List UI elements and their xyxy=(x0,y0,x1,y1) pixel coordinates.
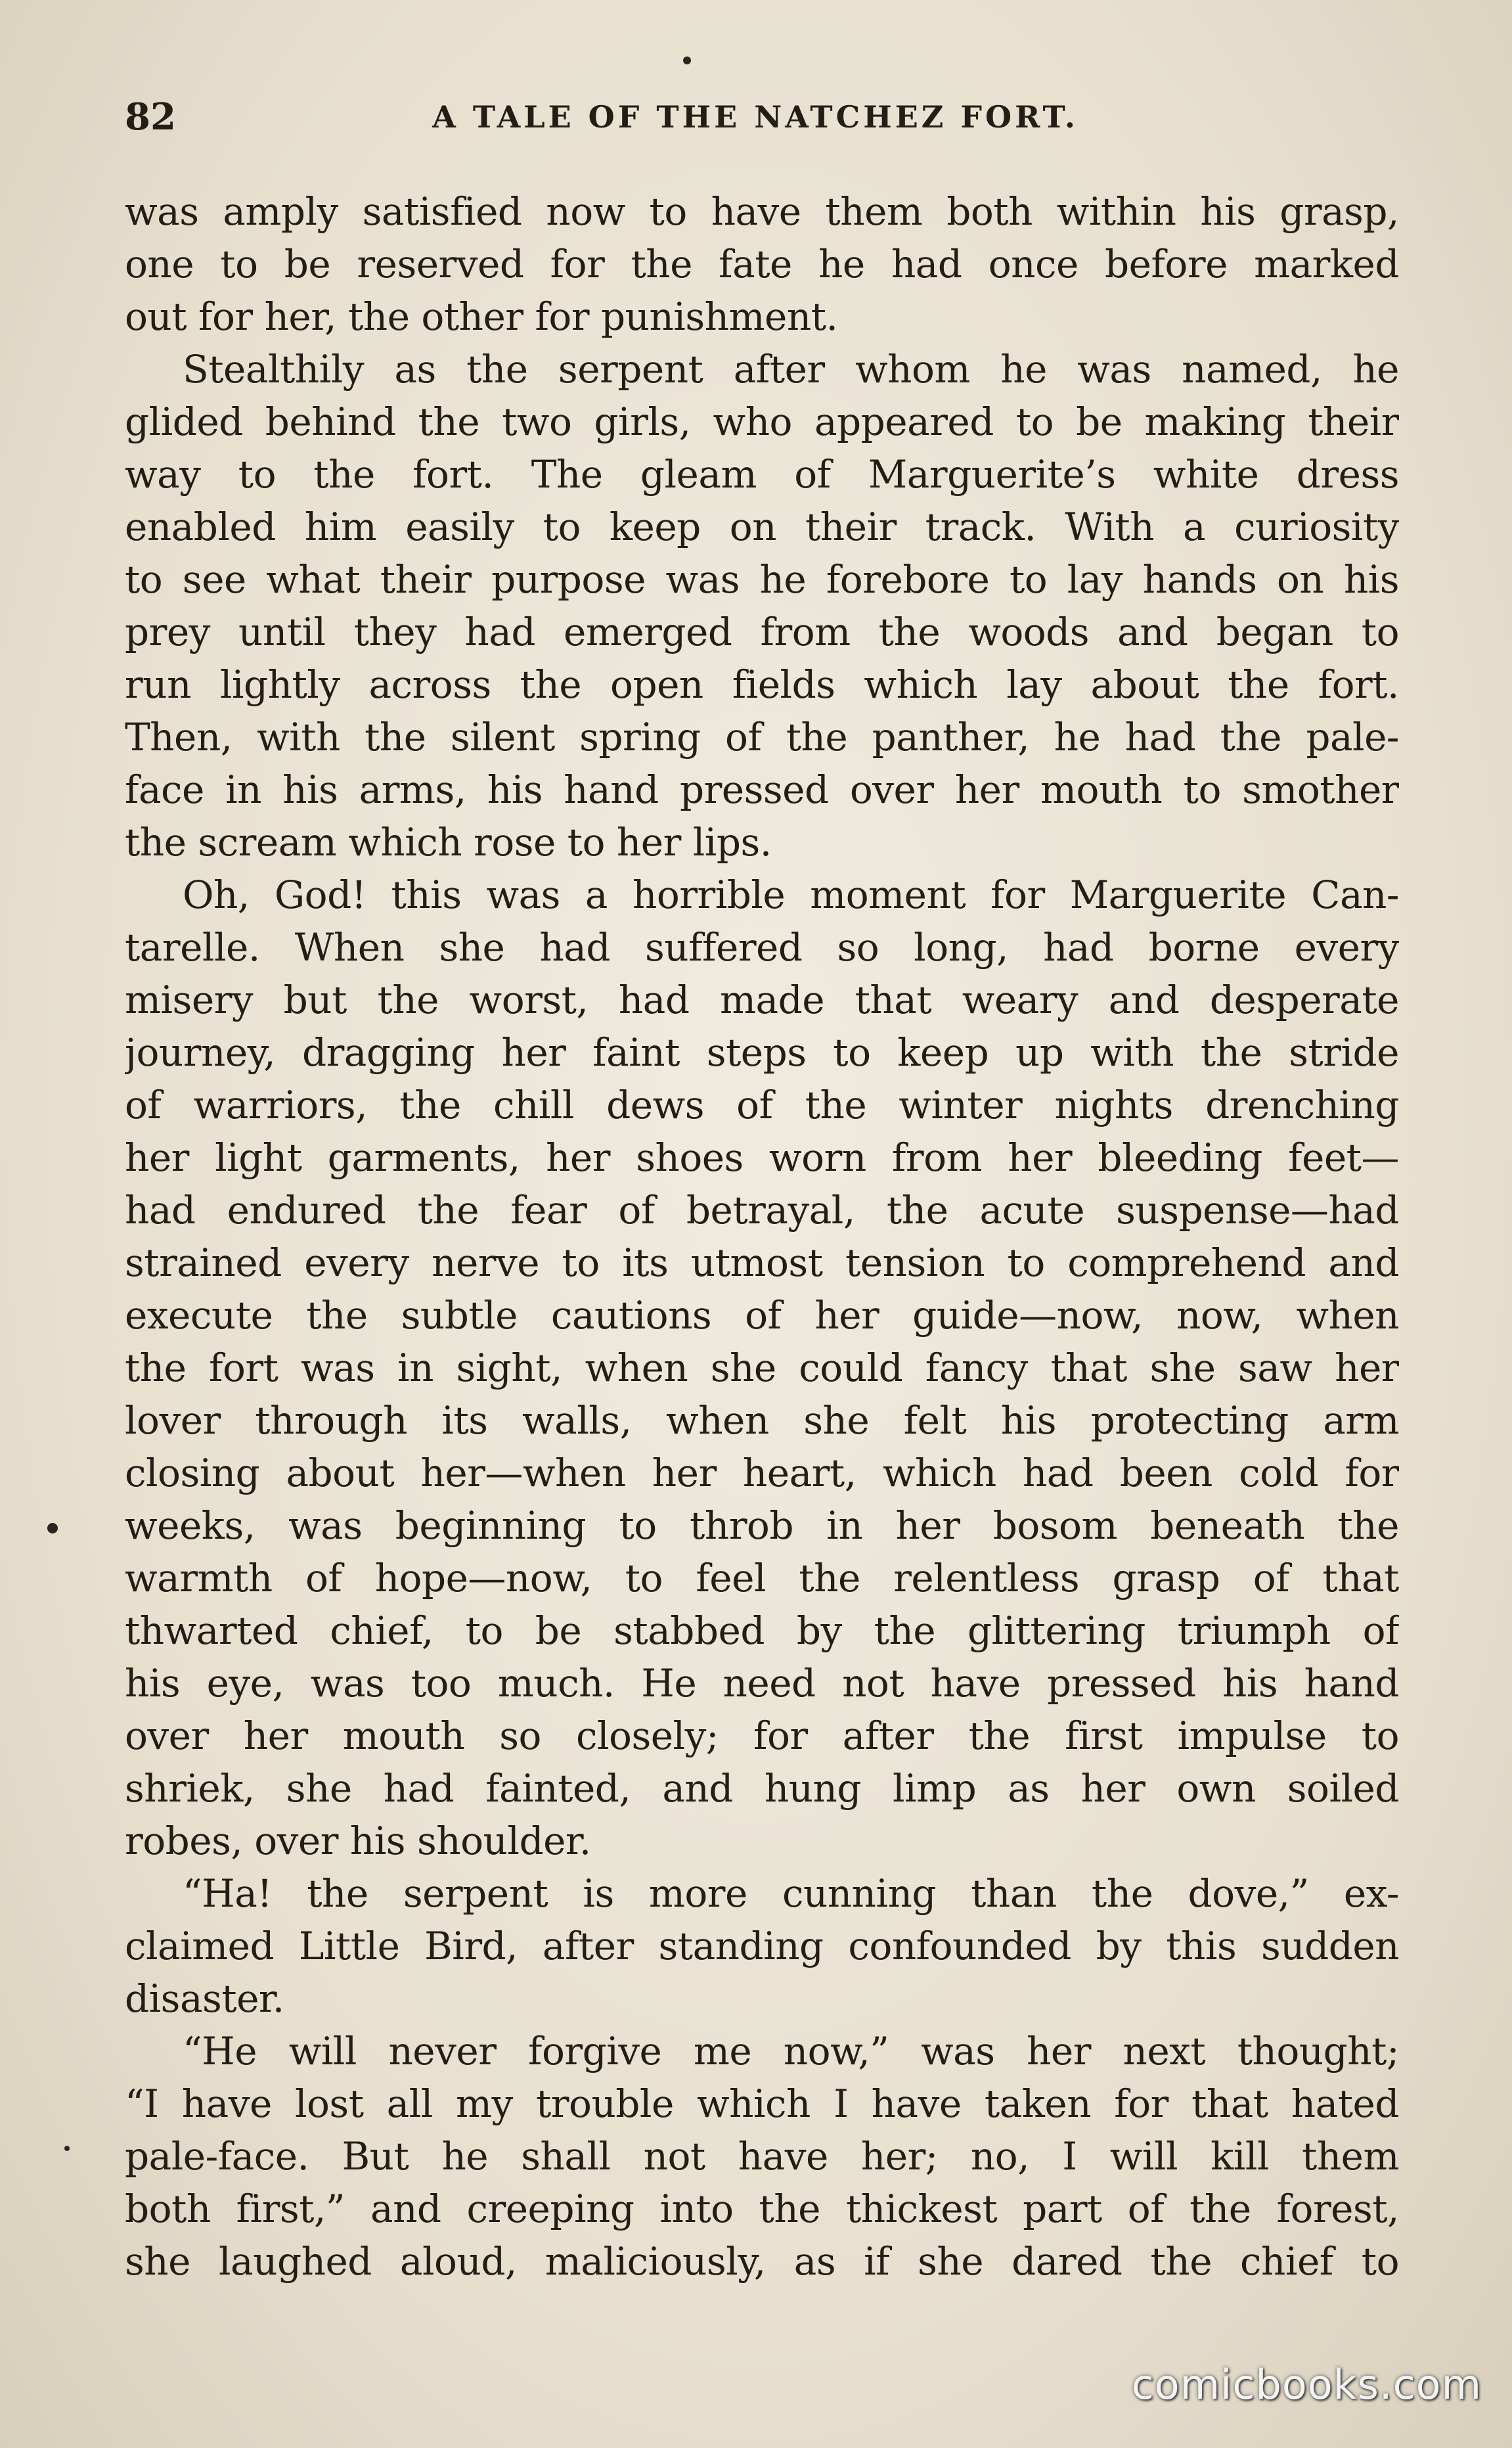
text-line: warmth of hope—now, to feel the relentless grasp of that xyxy=(125,1556,1399,1600)
ink-speck xyxy=(683,57,691,64)
text-line: was amply satisfied now to have them both within his grasp, xyxy=(125,189,1399,234)
text-line: execute the subtle cautions of her guide—now, now, when xyxy=(125,1293,1399,1338)
text-line: to see what their purpose was he forebore to lay hands on his xyxy=(125,557,1399,602)
text-line: “Ha! the serpent is more cunning than the dove,” ex- xyxy=(183,1871,1399,1916)
text-line: robes, over his shoulder. xyxy=(125,1819,591,1863)
page-number: 82 xyxy=(125,95,176,139)
text-line: glided behind the two girls, who appeared to be making their xyxy=(125,399,1399,444)
text-line: thwarted chief, to be stabbed by the glittering triumph of xyxy=(125,1608,1399,1653)
text-line: out for her, the other for punishment. xyxy=(125,294,838,339)
text-line: disaster. xyxy=(125,1976,284,2021)
text-line: claimed Little Bird, after standing confounded by this sudden xyxy=(125,1924,1399,1968)
text-line: of warriors, the chill dews of the winter nights drenching xyxy=(125,1083,1399,1127)
text-line: pale-face. But he shall not have her; no, I will kill them xyxy=(125,2134,1399,2179)
text-line: shriek, she had fainted, and hung limp as her own soiled xyxy=(125,1766,1399,1811)
text-line: closing about her—when her heart, which had been cold for xyxy=(125,1451,1399,1495)
text-line: one to be reserved for the fate he had once before marked xyxy=(125,242,1399,286)
text-line: enabled him easily to keep on their track. With a curiosity xyxy=(125,505,1399,549)
text-line: Stealthily as the serpent after whom he was named, he xyxy=(183,347,1399,392)
ink-speck xyxy=(64,2146,70,2151)
text-line: her light garments, her shoes worn from her bleeding feet— xyxy=(125,1135,1399,1180)
text-line: misery but the worst, had made that weary and desperate xyxy=(125,978,1399,1022)
paragraph-2 xyxy=(125,343,1399,869)
text-line: she laughed aloud, maliciously, as if she dared the chief to xyxy=(125,2239,1399,2284)
text-line: journey, dragging her faint steps to keep up with the stride xyxy=(125,1030,1399,1075)
text-line: prey until they had emerged from the woods and began to xyxy=(125,610,1399,654)
text-line: over her mouth so closely; for after the first impulse to xyxy=(125,1713,1399,1758)
running-head xyxy=(125,91,1399,143)
text-line: “I have lost all my trouble which I have taken for that hated xyxy=(125,2081,1399,2126)
text-line: his eye, was too much. He need not have pressed his hand xyxy=(125,1661,1399,1706)
text-line: the scream which rose to her lips. xyxy=(125,820,772,865)
paragraph-3 xyxy=(125,869,1399,1867)
text-line: Oh, God! this was a horrible moment for Marguerite Can- xyxy=(183,873,1399,917)
text-line: face in his arms, his hand pressed over her mouth to smother xyxy=(125,767,1399,812)
ink-speck xyxy=(47,1523,58,1533)
body-text xyxy=(125,185,1399,2288)
text-line: strained every nerve to its utmost tension to comprehend and xyxy=(125,1240,1399,1285)
text-line: weeks, was beginning to throb in her bosom beneath the xyxy=(125,1503,1399,1548)
text-line: way to the fort. The gleam of Marguerite’s white dress xyxy=(125,452,1399,497)
watermark: comicbooks.com xyxy=(1131,2361,1482,2409)
running-title: A TALE OF THE NATCHEZ FORT. xyxy=(432,99,1078,135)
text-line: run lightly across the open fields which lay about the fort. xyxy=(125,662,1399,707)
text-line: lover through its walls, when she felt his protecting arm xyxy=(125,1398,1399,1443)
paragraph-5 xyxy=(125,2025,1399,2288)
text-line: the fort was in sight, when she could fancy that she saw her xyxy=(125,1346,1399,1390)
text-line: Then, with the silent spring of the panther, he had the pale- xyxy=(125,715,1399,759)
text-line: “He will never forgive me now,” was her next thought; xyxy=(183,2029,1399,2074)
text-line: tarelle. When she had suffered so long, had borne every xyxy=(125,925,1399,970)
text-line: had endured the fear of betrayal, the acute suspense—had xyxy=(125,1188,1399,1233)
text-line: both first,” and creeping into the thickest part of the forest, xyxy=(125,2187,1399,2231)
paragraph-4 xyxy=(125,1867,1399,2025)
paragraph-1 xyxy=(125,185,1399,343)
